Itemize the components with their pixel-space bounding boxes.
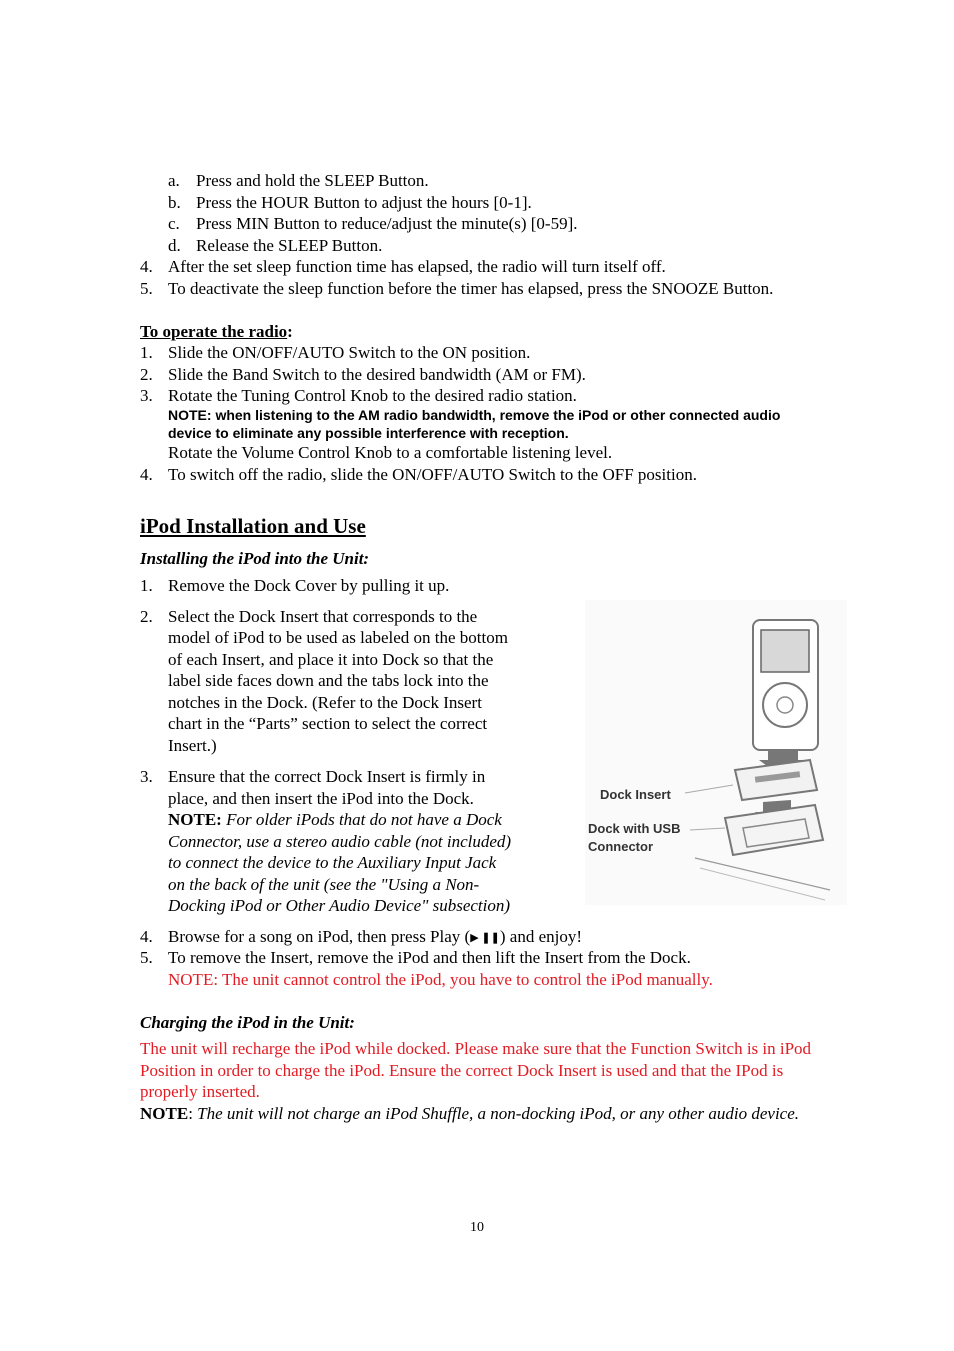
- ipod-center-button: [777, 697, 793, 713]
- step3-note-line: Docking iPod or Other Audio Device" subsection): [168, 896, 511, 915]
- final-note-label: NOTE: [140, 1104, 189, 1123]
- list-marker: 4.: [140, 465, 153, 484]
- step3-note-line: [168, 810, 502, 830]
- heading-colon: :: [287, 322, 293, 341]
- note-label: NOTE:: [168, 810, 222, 829]
- list-marker: 3.: [140, 386, 153, 405]
- list-marker: 2.: [140, 365, 153, 384]
- list-marker: 1.: [140, 343, 153, 362]
- radio-note-line: device to eliminate any possible interference with reception.: [168, 425, 569, 441]
- list-item: Rotate the Tuning Control Knob to the desired radio station.: [168, 386, 577, 405]
- step2-line: chart in the “Parts” section to select the correct: [168, 714, 488, 733]
- step2-line: Insert.): [168, 736, 217, 755]
- final-note: [140, 1104, 799, 1124]
- list-marker: 1.: [140, 576, 153, 595]
- final-note-colon: :: [188, 1104, 198, 1123]
- charging-line: The unit will recharge the iPod while docked. Please make sure that the Function Switch is in iPod: [140, 1039, 812, 1058]
- list-item: Press MIN Button to reduce/adjust the minute(s) [0-59].: [196, 214, 578, 233]
- list-item: After the set sleep function time has elapsed, the radio will turn itself off.: [168, 257, 666, 276]
- list-item: Slide the ON/OFF/AUTO Switch to the ON position.: [168, 343, 531, 362]
- list-item: To remove the Insert, remove the iPod and then lift the Insert from the Dock.: [168, 948, 691, 967]
- list-marker: 5.: [140, 279, 153, 298]
- ipod-dock-illustration: [585, 600, 847, 905]
- list-marker: c.: [168, 214, 180, 233]
- list-item: To deactivate the sleep function before the timer has elapsed, press the SNOOZE Button.: [168, 279, 774, 298]
- list-marker: a.: [168, 171, 180, 190]
- list-marker: 5.: [140, 948, 153, 967]
- volume-line: Rotate the Volume Control Knob to a comfortable listening level.: [168, 443, 613, 462]
- ipod-dock-drawing: [585, 600, 847, 905]
- final-note-text: The unit will not charge an iPod Shuffle, a non-docking iPod, or any other audio device.: [197, 1104, 800, 1123]
- section-heading-ipod: iPod Installation and Use: [140, 514, 366, 538]
- list-marker: 4.: [140, 257, 153, 276]
- section-heading-text: To operate the radio: [140, 322, 288, 341]
- figure-label-dock-insert: Dock Insert: [600, 787, 671, 802]
- list-marker: b.: [168, 193, 181, 212]
- step4-text-end: ) and enjoy!: [499, 927, 582, 946]
- step3-line: Ensure that the correct Dock Insert is firmly in: [168, 767, 486, 786]
- list-item: Release the SLEEP Button.: [196, 236, 383, 255]
- step2-line: Select the Dock Insert that corresponds to the: [168, 607, 478, 626]
- list-marker: d.: [168, 236, 181, 255]
- list-marker: 3.: [140, 767, 153, 786]
- ipod-screen: [761, 630, 809, 672]
- charging-line: properly inserted.: [140, 1082, 260, 1101]
- step2-line: of each Insert, and place it into Dock so that the: [168, 650, 494, 669]
- step2-line: model of iPod to be used as labeled on the bottom: [168, 628, 508, 647]
- play-pause-icon: ▶ ❚❚: [470, 932, 500, 944]
- list-item: Press the HOUR Button to adjust the hours [0-1].: [196, 193, 532, 212]
- charging-line: Position in order to charge the iPod. Ensure the correct Dock Insert is used and that the IPod is: [140, 1061, 784, 1080]
- step5-note: NOTE: The unit cannot control the iPod, you have to control the iPod manually.: [168, 970, 713, 989]
- page-number: 10: [470, 1220, 484, 1235]
- step3-note-line: to connect the device to the Auxiliary Input Jack: [168, 853, 497, 872]
- step3-note-line: on the back of the unit (see the "Using a Non-: [168, 875, 480, 894]
- install-subheading: Installing the iPod into the Unit:: [140, 549, 370, 568]
- list-marker: 2.: [140, 607, 153, 626]
- radio-note-line: NOTE: when listening to the AM radio bandwidth, remove the iPod or other connected audio: [168, 407, 781, 423]
- list-marker: 4.: [140, 927, 153, 946]
- list-item: Slide the Band Switch to the desired bandwidth (AM or FM).: [168, 365, 586, 384]
- list-item: Press and hold the SLEEP Button.: [196, 171, 429, 190]
- step4-text: Browse for a song on iPod, then press Play (: [168, 927, 471, 946]
- list-item: Remove the Dock Cover by pulling it up.: [168, 576, 450, 595]
- figure-label-dock-usb: Dock with USB: [588, 821, 681, 836]
- step3-note-line: Connector, use a stereo audio cable (not included): [168, 832, 512, 851]
- step3-line: place, and then insert the iPod into the Dock.: [168, 789, 474, 808]
- step2-line: label side faces down and the tabs lock into the: [168, 671, 489, 690]
- list-item: [168, 927, 582, 948]
- charging-subheading: Charging the iPod in the Unit:: [140, 1013, 355, 1032]
- step2-line: notches in the Dock. (Refer to the Dock Insert: [168, 693, 482, 712]
- section-heading-radio: [140, 322, 293, 342]
- figure-label-connector: Connector: [588, 839, 653, 854]
- list-item: To switch off the radio, slide the ON/OFF/AUTO Switch to the OFF position.: [168, 465, 697, 484]
- note-text: For older iPods that do not have a Dock: [226, 810, 502, 829]
